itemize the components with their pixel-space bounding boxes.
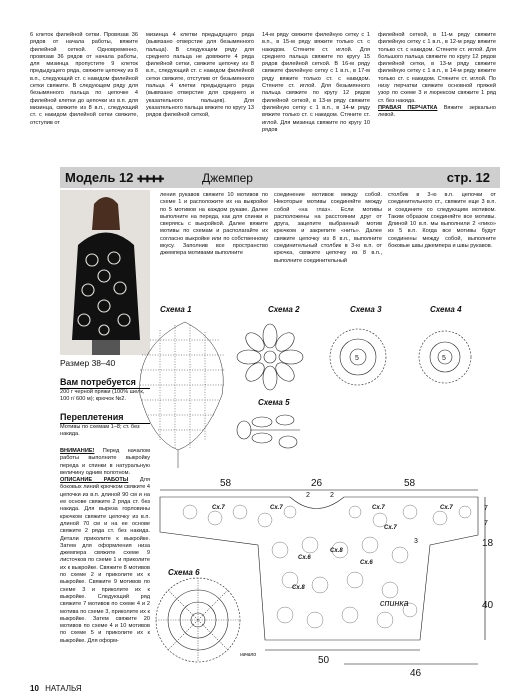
size-label: Размер 38–40 [60,358,116,368]
model-subtitle: Джемпер [202,171,253,185]
difficulty-stars: ✚✚✚✚ [137,174,164,184]
attention-heading: ВНИМАНИЕ! [60,448,95,454]
page-number: 10 [30,684,39,693]
materials-title: Вам потребуется [60,377,150,389]
dim-small-2: 2 [330,492,334,499]
mid-col-3-text: соединение мотивов между собой. Некоторые мотивы соединяйте между собой «на глаз». Если мотивы расположены на расстоянии друг от друга, зацепите выбранный мотив крючком и закрепите «нить». Далее свяжите цепочку из 8 в.п., выполните соединительный столбик в 3-ю в.п. от крючка, свяжите цепочку из 8 в.п., выполните соединительный [274,192,382,264]
scheme-5-label: Схема 5 [258,398,290,407]
motif-tag: Сх.7 [440,505,453,511]
right-glove-text: Вяжите зеркально левой. [378,104,496,119]
dim-small-3: 7 [484,505,488,512]
motif-tag: Сх.7 [270,505,283,511]
magazine-name: НАТАЛЬЯ [45,684,82,693]
motif-tag: Сх.7 [384,525,397,531]
motif-tag: Сх.6 [360,560,373,566]
scheme-2-label: Схема 2 [268,305,300,314]
dim-neck: 26 [311,478,323,489]
dim-small-5: 3 [414,538,418,545]
dim-small-4: 7 [484,520,488,527]
scheme-6-start-label: начало [240,652,257,658]
scheme-1-drawing [140,322,225,468]
top-col-1-text: 6 клеток филейной сетки. Провязав 36 рядов от начала работы, вяжите филейной сеткой. Одновременно, провязав 36 рядов от начала работы, для мизинца пропустите 9 клеток предыдущего ряда, свяжите цепочку из 8 в.п., следующий ст. с накидом филейной сетки свяжите. В следующем ряду для безымянного пальца по цепочке 4 филейной клетки до цепочки из в.п. для мизинца, свяжите из 8 в.п., следующий ст. с накидом филейной сетки свяжите, отступив от [30,32,138,126]
dim-armhole: 18 [482,538,494,549]
stitches-title: Переплетения [60,412,150,424]
scheme-4-drawing [419,331,471,383]
scheme-5-drawing [237,415,300,448]
dim-sleeve-right: 58 [404,478,416,489]
top-col-2-text: мизинца 4 клетки предыдущего ряда (вывязано отверстие для безымянного пальца). В следующем ряду для среднего пальца не довяжите 4 ряда филейной сетки, свяжите цепочку из 8 в.п., следующий ст. с накидом филейной сетки свяжите, отступив от безымянного пальца 4 клетки предыдущего ряда (вывязано отверстие для среднего и указательного пальцев). Для указательного пальца вяжите по кругу 13 рядов филейной сеткой, [146,32,254,119]
mid-col-4-text: столбик в 3-ю в.п. цепочки от соединительного ст., свяжите еще 3 в.п. и соедините со следующим мотивом. Таким образом соединяйте все мотивы. Длиной 10 в.п. мы выполнили 2 «пико» из 5 в.п. Когда все мотивы будут соединены между собой, выполните боковые швы джемпера и швы рукавов. [388,192,496,250]
dim-body-length: 40 [482,600,494,611]
stitches-text: Мотивы по схемам 1–8; ст. без накида. [60,424,140,438]
scheme-6-label: Схема 6 [168,568,200,577]
svg-text:5: 5 [355,355,359,362]
back-label: спинка [380,598,409,608]
attention-text: Перед началом работы выполните выкройку переда и спинки в натуральную величину одним полотном. [60,448,150,476]
page-footer [30,684,82,693]
motif-tag: Сх.8 [292,585,305,591]
work-heading: ОПИСАНИЕ РАБОТЫ [60,477,129,484]
dim-hem-width: 50 [318,655,330,666]
scheme-4-label: Схема 4 [430,305,462,314]
top-col-4-text: филейной сеткой, в 11-м ряду свяжите филейную сетку с 1 в.п., в 12-м ряду вяжите только ст. с накидом. Стяните ст. иглой. Для большого пальца свяжите по кругу 12 рядов филейной сетки, в 13-м ряду свяжите филейную сетку с 1 в.п., в 14-м ряду вяжите только ст. с накидом. Стяните ст. иглой. По низу перчатки свяжите основной пряжей узор по схеме 3 и люрексом свяжите 1 ряд ст. без накида. [378,32,496,104]
scheme-6-drawing [156,578,240,662]
svg-text:5: 5 [442,355,446,362]
motif-tag: Сх.7 [372,505,385,511]
materials-text: 200 г черной пряжи (100% шелк, 100 г/ 600 м); крючок №2. [60,389,145,403]
right-glove-heading: ПРАВАЯ ПЕРЧАТКА [378,104,438,111]
motif-tag: Сх.6 [298,555,311,561]
top-col-3-text: 14-м ряду свяжите филейную сетку с 1 в.п., в 15-м ряду вяжите только ст. с накидом. Стяните ст. иглой. Для среднего пальца свяжите по кругу 15 рядов филейной сеткой. В 16-м ряду свяжите филейную сетку с 1 в.п., в 17-м ряду вяжите только ст. с накидом. Стяните ст. иглой. Для безымянного пальца свяжите по кругу 12 рядов филейной сеткой, в 13-м ряду свяжите филейную сетку с 1 в.п., в 14-м ряду вяжите только ст. с накидом. Стяните ст. иглой. Для мизинца свяжите по кругу 10 рядов [262,32,370,133]
scheme-3-label: Схема 3 [350,305,382,314]
dim-half-width: 46 [410,668,422,679]
motif-tag: Сх.8 [330,548,343,554]
work-text: Для боковых линий крючком свяжите 4 цепочки из в.п. длиной 90 см и на ее основе свяжите 2 ряда ст. без накида. Для выреза горловины крючком свяжите цепочку из в.п. длиной 70 см и на ее основе свяжите 2 ряда ст. без накида. Детали приколите к выкройке. Затем для оформления низа джемпера свяжите схеме 9 листочков по схеме 1 и приколите их к выкройке. Свяжите 8 мотивов по схеме 2 и приколите их к выкройке. Свяжите 9 мотивов по схеме 3 и приколите их к выкройке. Следующий ряд свяжите 7 мотивов по схеме 4 и 2 мотива по схеме 3, приколите их к выкройке. Затем свяжите 20 мотивов по схеме 4 и 10 мотивов по схеме 5 и приколите их к выкройке. Для оформ- [60,477,151,644]
scheme-2-drawing [237,324,303,390]
page-ref: стр. 12 [446,170,490,185]
mid-col-2-text: ления рукавов свяжите 10 мотивов по схеме 1 и расположите их на выкройке по 5 мотивов на каждом рукаве. Далее выполните на переда, как для спинки и сверяясь с выкройкой. Далее вяжите мотивы по схемам и располагайте их согласно выкройке или по собственному вкусу. Заполнив все пространство джемпера мотивами выполните [160,192,268,257]
jumper-pattern-drawing [160,490,485,664]
model-title: Модель 12 ✚✚✚✚ [65,170,164,185]
scheme-3-drawing [330,329,386,385]
scheme-1-label: Схема 1 [160,305,192,314]
motif-tag: Сх.7 [212,505,225,511]
dim-small-1: 2 [306,492,310,499]
dim-sleeve-left: 58 [220,478,232,489]
